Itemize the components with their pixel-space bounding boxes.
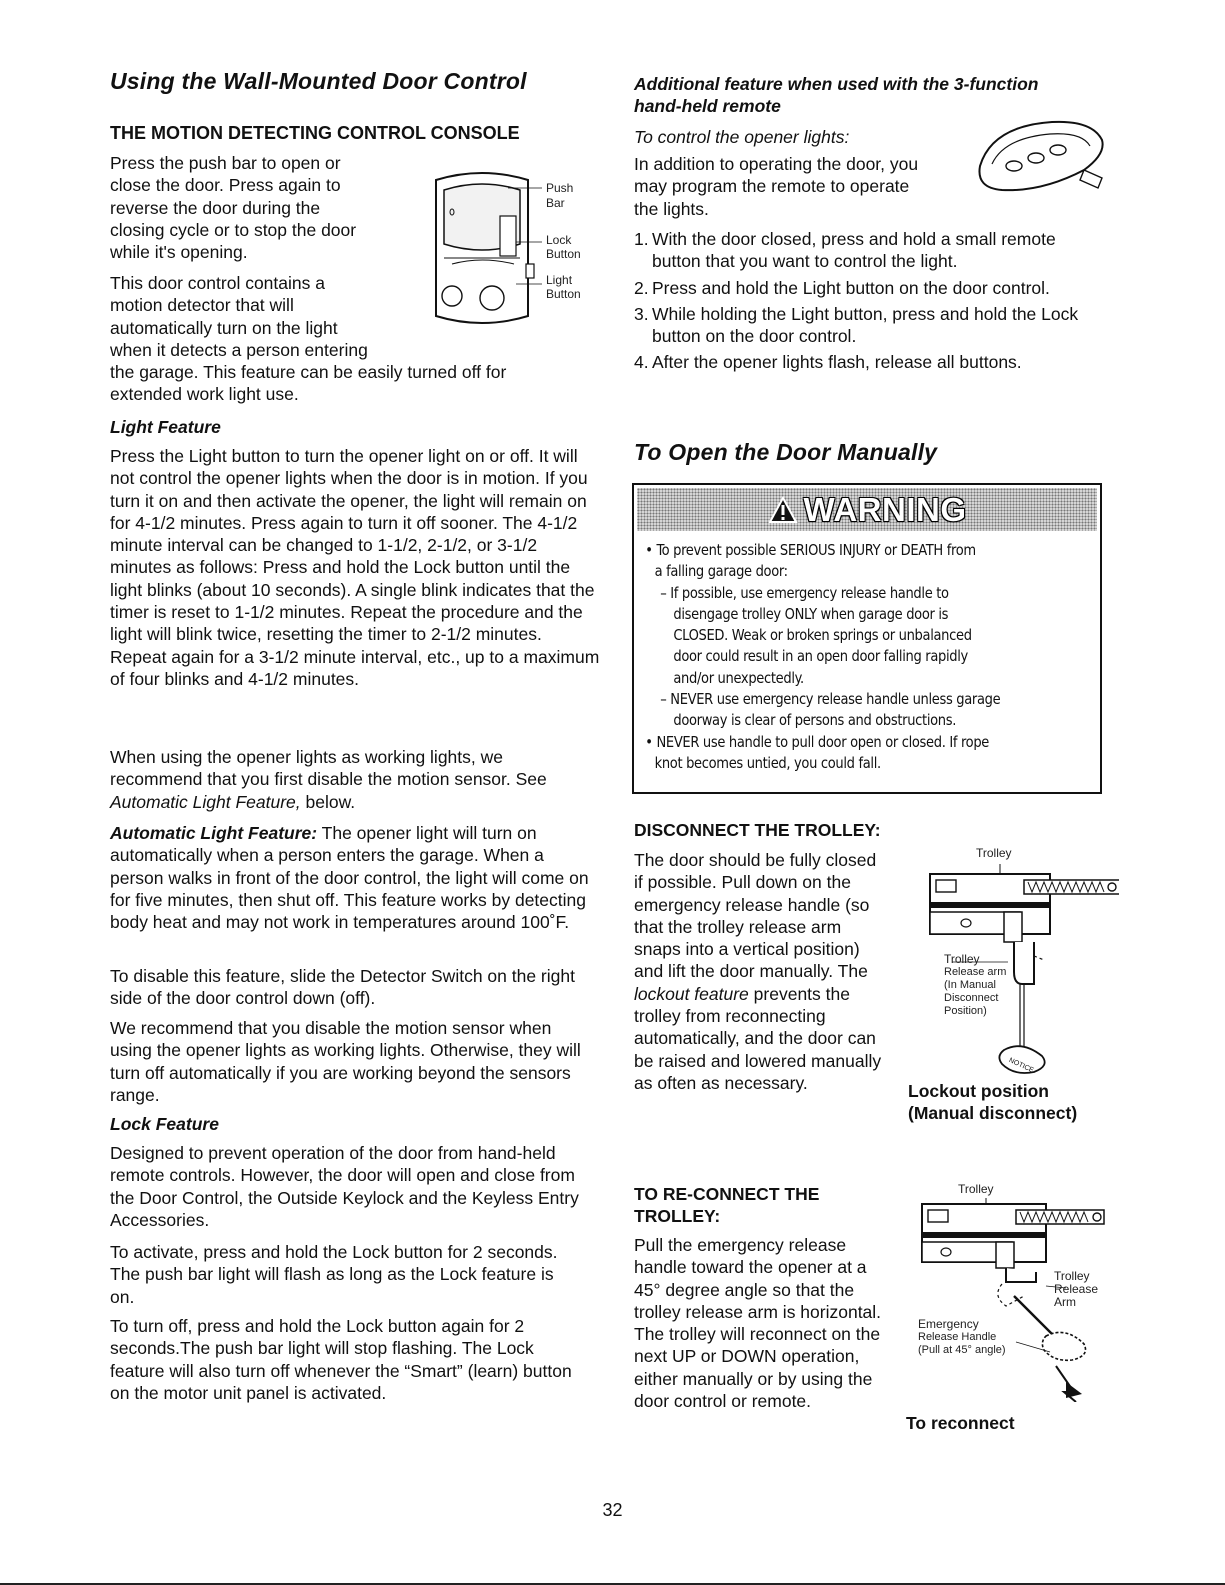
light-feature-heading: Light Feature xyxy=(110,417,221,437)
warning-box xyxy=(632,483,1102,794)
warning-line: CLOSED. Weak or broken springs or unbalanced xyxy=(673,626,972,645)
working-lights-ref: Automatic Light Feature, xyxy=(110,791,301,812)
detector-line: when it detects a person entering xyxy=(110,339,368,360)
warning-line: disengage trolley ONLY when garage door is xyxy=(673,604,949,623)
diagram1-trolley-label: Trolley xyxy=(976,846,1012,860)
detector-line: motion detector that will xyxy=(110,295,294,316)
lock-feature-heading: Lock Feature xyxy=(110,1114,219,1134)
diagram2-release-arm-labels: Trolley Release Arm xyxy=(1054,1269,1099,1309)
label-push: Push xyxy=(546,181,574,195)
turnoff-text: To turn off, press and hold the Lock button again for 2 seconds.The push bar light will stop flashing. The Lock feature will also turn off whenever the “Smart” (learn) button on the motor unit panel is activated. xyxy=(110,1316,572,1403)
additional-feature-heading: Additional feature when used with the 3-function hand-held remote xyxy=(634,74,1039,116)
lockout-trolley-illustration xyxy=(904,860,1119,1080)
console-diagram xyxy=(422,166,612,336)
section-title-wall-control: Using the Wall-Mounted Door Control xyxy=(110,68,527,94)
reconnect-text: Pull the emergency release handle toward the opener at a 45° degree angle so that the trolley release arm is horizontal. The trolley will reconnect on the next UP or DOWN operation, either manually or by using the door control or remote. xyxy=(634,1235,882,1412)
remote-steps-list xyxy=(634,228,1104,378)
remote-intro xyxy=(634,153,974,220)
warning-line: a falling garage door: xyxy=(654,562,788,581)
intro-line: may program the remote to operate xyxy=(634,176,910,197)
light-feature-text: Press the Light button to turn the opener light on or off. It will not control the opener lights when the door is in motion. If you turn it on and then activate the opener, the light will remain on for 4-1/2 minutes. Press again to turn it off sooner. The 4-1/2 minute interval can be changed to 1-1/2, 2-1/2, or 3-1/2 minutes as follows: Press and hold the Lock button until the light blinks (about 10 seconds). A single blink indicates that the timer is reset to 1-1/2 minutes. Repeat the procedure and the light will blink twice, resetting the timer to 2-1/2 minutes. Repeat again for a 3-1/2 minute interval, etc., up to a maximum of four blinks and 4-1/2 minutes. xyxy=(110,446,600,689)
warning-line: door could result in an open door falling rapidly xyxy=(673,647,968,666)
console-paragraph xyxy=(110,152,410,263)
warning-triangle-icon xyxy=(768,496,798,524)
step-item: 3. While holding the Light button, press and hold the Lock button on the door control. xyxy=(634,303,1079,347)
detector-line: This door control contains a xyxy=(110,273,325,293)
console-line: while it's opening. xyxy=(110,242,248,263)
console-line: closing cycle or to stop the door xyxy=(110,219,357,240)
open-door-manually-title: To Open the Door Manually xyxy=(634,439,938,465)
reconnect-caption: To reconnect xyxy=(906,1413,1015,1433)
label-lock: Lock xyxy=(546,233,572,247)
console-line: Press the push bar to open or xyxy=(110,153,341,173)
disconnect-text: The door should be fully closed if possible. Pull down on the emergency release handle (so that the trolley release arm snaps into a vertical position) and lift the door manually. The lockout feature prevents the trolley from reconnecting automatically, and the door can be raised and lowered manually as often as necessary. xyxy=(634,850,882,1093)
warning-body xyxy=(634,534,1071,774)
step-item: 4. After the opener lights flash, release all buttons. xyxy=(634,352,1022,373)
warning-line: – NEVER use emergency release handle unless garage xyxy=(660,690,1001,709)
console-heading: THE MOTION DETECTING CONTROL CONSOLE xyxy=(110,123,520,143)
lockout-diagram xyxy=(904,840,1119,1130)
page-number: 32 xyxy=(602,1500,623,1520)
step-item: 1. With the door closed, press and hold a small remote button that you want to control the light. xyxy=(634,229,1056,272)
label-bar: Bar xyxy=(546,196,565,210)
activate-text: To activate, press and hold the Lock button for 2 seconds. The push bar light will flash as long as the Lock feature is on. xyxy=(110,1242,558,1307)
diagram1-release-labels: Trolley Release arm (In Manual Disconnect Position) xyxy=(944,952,1007,1017)
reconnect-heading: TO RE-CONNECT THE TROLLEY: xyxy=(634,1184,820,1226)
working-lights-text: When using the opener lights as working lights, we recommend that you first disable the motion sensor. See Automatic Light Feature, below. xyxy=(110,747,547,812)
warning-line: • To prevent possible SERIOUS INJURY or DEATH from xyxy=(645,541,976,559)
label-light-button: Button xyxy=(546,287,581,301)
label-light: Light xyxy=(546,273,573,287)
warning-line: doorway is clear of persons and obstructions. xyxy=(673,711,957,730)
console-line: close the door. Press again to xyxy=(110,175,341,196)
auto-light-heading: Automatic Light Feature: xyxy=(110,823,318,843)
diagram2-trolley-label: Trolley xyxy=(958,1182,994,1196)
detector-line: automatically turn on the light xyxy=(110,317,338,338)
detector-line: the garage. This feature can be easily turned off for xyxy=(110,362,507,383)
lockout-caption: Lockout position (Manual disconnect) xyxy=(908,1081,1078,1123)
warning-line: knot becomes untied, you could fall. xyxy=(654,753,881,772)
lockout-feature-term: lockout feature xyxy=(634,983,749,1004)
warning-line: and/or unexpectedly. xyxy=(673,668,804,687)
warning-line: • NEVER use handle to pull door open or closed. If rope xyxy=(645,732,990,751)
reconnect-diagram xyxy=(906,1180,1116,1450)
intro-line: In addition to operating the door, you xyxy=(634,154,919,174)
warning-line: – If possible, use emergency release handle to xyxy=(660,583,949,602)
disable-text: To disable this feature, slide the Detector Switch on the right side of the door control down (off). xyxy=(110,966,575,1009)
lock-feature-text: Designed to prevent operation of the door from hand-held remote controls. However, the door will open and close from the Door Control, the Outside Keylock and the Keyless Entry Accessories. xyxy=(110,1143,579,1230)
label-lock-button: Button xyxy=(546,247,581,261)
diagram2-emergency-labels: Emergency Release Handle (Pull at 45° angle) xyxy=(918,1317,1006,1356)
step-item: 2. Press and hold the Light button on the door control. xyxy=(634,277,1050,298)
warning-title: WARNING xyxy=(768,491,967,529)
recommend-text: We recommend that you disable the motion sensor when using the opener lights as working lights. Otherwise, they will turn off automatically if you are working beyond the sensors range. xyxy=(110,1018,581,1105)
control-console-illustration xyxy=(422,166,542,336)
remote-control-illustration xyxy=(972,118,1112,198)
intro-line: the lights. xyxy=(634,198,709,219)
auto-light-paragraph: Automatic Light Feature: The opener light will turn on automatically when a person enters the garage. When a person walks in front of the door control, the light will come on for five minutes, then shut off. This feature works by detecting body heat and may not work in temperatures around 100˚F. xyxy=(110,823,589,933)
control-lights-subheading: To control the opener lights: xyxy=(634,127,850,147)
warning-banner xyxy=(637,488,1097,531)
disconnect-heading: DISCONNECT THE TROLLEY: xyxy=(634,820,881,840)
handle-tag-text: NOTICE xyxy=(1007,1056,1035,1075)
console-line: reverse the door during the xyxy=(110,197,321,218)
detector-line: extended work light use. xyxy=(110,384,299,405)
